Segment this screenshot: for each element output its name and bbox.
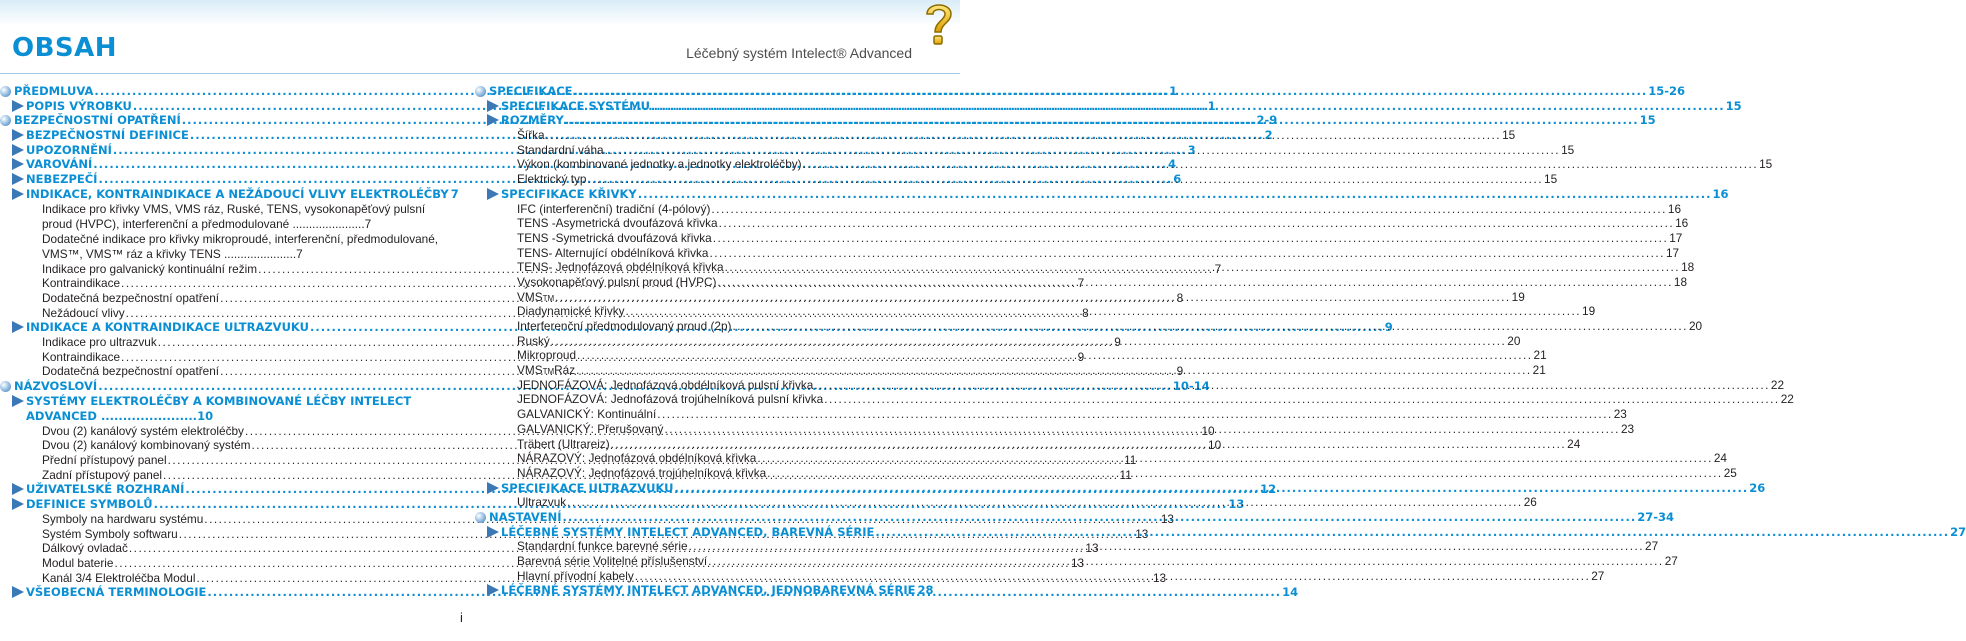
question-mark-icon bbox=[919, 0, 959, 50]
toc-entry-page: 7 bbox=[1077, 276, 1085, 291]
bullet-arrow-icon bbox=[12, 158, 24, 170]
toc-entry[interactable] bbox=[475, 186, 1729, 202]
leader-dots bbox=[767, 466, 1723, 481]
toc-entry-page: 15 bbox=[1639, 113, 1656, 128]
toc-entry-page: 20 bbox=[1688, 319, 1703, 333]
toc-entry-page: 11 bbox=[1124, 453, 1137, 468]
toc-entry-page: 15 bbox=[1725, 98, 1742, 113]
leader-dots bbox=[555, 290, 1511, 305]
toc-entry-label: Interferenční předmodulovaný proud (2p) bbox=[517, 319, 732, 333]
toc-entry-page: 13 bbox=[1085, 541, 1099, 556]
leader-dots bbox=[546, 128, 1502, 143]
toc-entry-page: 25 bbox=[1723, 465, 1737, 480]
toc-entry-page: 3 bbox=[1187, 142, 1196, 157]
toc-entry-page: 7 bbox=[296, 246, 303, 261]
toc-entry-page: 18 bbox=[1681, 260, 1695, 275]
toc-entry-label: SPECIFIKACE KŘIVKY bbox=[501, 186, 637, 201]
toc-entry-page: 19 bbox=[1582, 304, 1596, 319]
toc-entry-label: Ruský bbox=[517, 333, 550, 348]
toc-entry-label: Výkon (kombinované jednotky a jednotky elektroléčby) bbox=[517, 157, 802, 172]
toc-entry-label: Nežádoucí vlivy bbox=[42, 305, 125, 320]
bullet-circle-icon bbox=[475, 86, 486, 97]
toc-entry-label: SPECIFIKACE bbox=[489, 84, 573, 98]
leader-dots bbox=[664, 422, 1620, 437]
leader-dots bbox=[689, 539, 1645, 554]
toc-entry[interactable] bbox=[475, 201, 1682, 217]
toc-entry-label: Ultrazvuk bbox=[517, 495, 567, 510]
toc-entry-label: SYSTÉMY ELEKTROLÉČBY A KOMBINOVANÉ LÉČBY INTELECT ADVANCED bbox=[26, 393, 412, 423]
toc-entry-label: TENS -Asymetrická dvoufázová křivka bbox=[517, 216, 718, 231]
toc-entry-superscript: TM bbox=[542, 367, 555, 377]
toc-entry[interactable] bbox=[0, 202, 448, 232]
toc-entry-label: Diadynamické křivky bbox=[517, 304, 625, 319]
toc-entry-label: PŘEDMLUVA bbox=[14, 84, 94, 98]
toc-entry[interactable] bbox=[475, 157, 1773, 172]
toc-entry[interactable] bbox=[475, 319, 1703, 334]
toc-entry-label: NÁRAZOVÝ: Jednofázová obdélníková křivka bbox=[517, 451, 757, 466]
leader-dots bbox=[713, 231, 1669, 246]
toc-entry-label: VMS bbox=[517, 363, 543, 378]
toc-entry-label: GALVANICKÝ: Kontinuální bbox=[517, 407, 657, 422]
toc-entry-page: 10-14 bbox=[1172, 379, 1210, 393]
leader-dots bbox=[565, 113, 1639, 128]
toc-entry-page: 13 bbox=[1152, 570, 1167, 585]
toc-entry[interactable] bbox=[475, 128, 1516, 143]
toc-entry-page: 24 bbox=[1713, 451, 1727, 466]
toc-entry-page: 7 bbox=[364, 216, 372, 231]
toc-entry[interactable] bbox=[475, 304, 1596, 319]
leader-dots bbox=[576, 363, 1532, 378]
leader-dots bbox=[567, 495, 1523, 510]
toc-entry-label: Kontraindikace bbox=[42, 276, 121, 291]
toc-entry-label: Modul baterie bbox=[42, 555, 114, 570]
toc-entry-label: Dodatečná bezpečnostní opatření bbox=[42, 364, 220, 379]
toc-entry-label: SPECIFIKACE ULTRAZVUKU bbox=[501, 480, 674, 495]
leader-dots bbox=[551, 334, 1507, 349]
page-number: i bbox=[460, 610, 463, 625]
toc-entry-label: NEBEZPEČÍ bbox=[26, 172, 98, 187]
bullet-circle-icon bbox=[0, 115, 11, 126]
page-subtitle: Léčebný systém Intelect® Advanced bbox=[686, 45, 912, 61]
toc-entry-label: Indikace pro galvanický kontinuální režim bbox=[42, 261, 258, 276]
bullet-arrow-icon bbox=[12, 498, 24, 510]
toc-entry-page: 20 bbox=[1507, 333, 1521, 348]
toc-entry-label: ROZMĚRY bbox=[501, 113, 564, 128]
toc-entry[interactable] bbox=[475, 84, 1686, 99]
toc-entry-page: 11 bbox=[1119, 467, 1132, 482]
toc-entry-label: IFC (interferenční) tradiční (4-pólový) bbox=[517, 201, 711, 216]
leader-dots: ...................... bbox=[220, 246, 297, 261]
toc-entry-page: 16 bbox=[1712, 186, 1729, 201]
bullet-arrow-icon bbox=[12, 173, 24, 185]
toc-entry-label: Dodatečná bezpečnostní opatření bbox=[42, 290, 220, 305]
toc-entry-page: 13 bbox=[1071, 555, 1085, 570]
toc-entry-label: Indikace pro ultrazvuk bbox=[42, 334, 157, 349]
toc-entry-page: 7 bbox=[450, 186, 459, 201]
toc-entry-label: Barevná série Volitelné příslušenství bbox=[517, 554, 708, 568]
leader-dots bbox=[757, 451, 1713, 466]
toc-entry[interactable] bbox=[475, 216, 1689, 231]
bullet-circle-icon bbox=[0, 86, 11, 97]
toc-entry-label: NÁRAZOVÝ: Jednofázová trojúhelníková křivka bbox=[517, 465, 767, 480]
toc-entry-page: 18 bbox=[1673, 274, 1688, 289]
leader-dots bbox=[803, 157, 1759, 172]
toc-entry-label: NASTAVENÍ bbox=[489, 509, 562, 524]
bullet-arrow-icon bbox=[487, 482, 499, 494]
toc-entry-page: 15 bbox=[1502, 128, 1516, 143]
toc-entry-page: 12 bbox=[1260, 482, 1277, 497]
toc-entry[interactable] bbox=[0, 394, 448, 424]
leader-dots bbox=[577, 348, 1533, 363]
toc-entry-label: TENS- Jednofázová obdélníková křivka bbox=[517, 260, 724, 275]
toc-entry-label: SPECIFIKACE SYSTÉMU bbox=[501, 98, 650, 113]
toc-entry-page: 8 bbox=[1176, 290, 1184, 305]
toc-entry-suffix: Ráz bbox=[554, 363, 576, 378]
bullet-arrow-icon bbox=[12, 321, 24, 333]
toc-entry-page: 9 bbox=[1384, 320, 1393, 335]
toc-entry-label: Träbert (Ultrareiz) bbox=[517, 436, 610, 451]
toc-entry-page: 27-34 bbox=[1637, 509, 1675, 524]
leader-dots bbox=[635, 569, 1591, 584]
toc-entry-page: 2-9 bbox=[1256, 113, 1278, 128]
toc-entry-page: 19 bbox=[1511, 289, 1525, 304]
toc-entry-page: 10 bbox=[197, 408, 214, 423]
toc-entry-superscript: TM bbox=[542, 293, 555, 303]
toc-entry-label: Standardní váha bbox=[517, 142, 604, 157]
toc-entry-label: BEZPEČNOSTNÍ OPATŘENÍ bbox=[14, 113, 181, 128]
toc-entry-page: 4 bbox=[1168, 157, 1177, 172]
toc-entry-label: VŠEOBECNÁ TERMINOLOGIE bbox=[26, 585, 207, 600]
toc-entry-label: UŽIVATELSKÉ ROZHRANÍ bbox=[26, 482, 185, 497]
toc-entry-label: Mikroproud bbox=[517, 348, 577, 363]
toc-entry[interactable] bbox=[475, 583, 934, 598]
page-title: OBSAH bbox=[12, 33, 118, 63]
toc-entry-label: INDIKACE A KONTRAINDIKACE ULTRAZVUKU bbox=[26, 320, 309, 335]
toc-entry[interactable] bbox=[475, 260, 1695, 275]
toc-entry-page: 21 bbox=[1533, 348, 1547, 363]
toc-entry[interactable] bbox=[475, 392, 1794, 407]
bullet-arrow-icon bbox=[487, 100, 499, 112]
toc-entry[interactable] bbox=[475, 142, 1575, 158]
toc-entry-label: Přední přístupový panel bbox=[42, 453, 167, 468]
toc-entry-label: Kontraindikace bbox=[42, 349, 121, 364]
bullet-arrow-icon bbox=[12, 188, 24, 200]
toc-entry-label: Hlavní přívodní kabely bbox=[517, 568, 634, 583]
leader-dots bbox=[717, 275, 1673, 290]
toc-entry-page: 27 bbox=[1645, 539, 1659, 554]
bullet-circle-icon bbox=[0, 381, 11, 392]
leader-dots: ...................... bbox=[96, 408, 198, 423]
leader-dots bbox=[824, 392, 1780, 407]
toc-entry[interactable] bbox=[475, 230, 1683, 246]
toc-entry-label: LÉČEBNÉ SYSTÉMY INTELECT ADVANCED, JEDNOBAREVNÁ SÉRIE bbox=[501, 583, 916, 598]
bullet-arrow-icon bbox=[12, 586, 24, 598]
bullet-arrow-icon bbox=[12, 129, 24, 141]
toc-entry-label: JEDNOFÁZOVÁ: Jednofázová trojúhelníková pulsní křivka bbox=[517, 392, 824, 407]
toc-entry-label: VMS bbox=[517, 289, 543, 304]
toc-entry[interactable] bbox=[475, 274, 1688, 290]
toc-entry-label: Symboly na hardwaru systému bbox=[42, 511, 204, 526]
leader-dots bbox=[725, 260, 1681, 275]
toc-entry-label: UPOZORNĚNÍ bbox=[26, 142, 112, 157]
toc-entry-page: 28 bbox=[917, 583, 934, 598]
toc-entry-page: 16 bbox=[1667, 201, 1682, 216]
toc-entry-label: BEZPEČNOSTNÍ DEFINICE bbox=[26, 128, 189, 143]
toc-entry-label: DEFINICE SYMBOLŮ bbox=[26, 497, 153, 512]
bullet-circle-icon bbox=[475, 512, 486, 523]
toc-entry-page: 15 bbox=[1759, 157, 1773, 172]
toc-entry-page: 2 bbox=[1264, 128, 1273, 143]
leader-dots bbox=[605, 143, 1561, 158]
toc-entry-label: Dvou (2) kanálový kombinovaný systém bbox=[42, 438, 251, 453]
toc-entry-label: VAROVÁNÍ bbox=[26, 157, 93, 172]
toc-entry-page: 13 bbox=[1228, 497, 1245, 512]
toc-entry-page: 9 bbox=[1077, 349, 1085, 364]
toc-entry-page: 15-26 bbox=[1648, 84, 1686, 98]
bullet-arrow-icon bbox=[12, 483, 24, 495]
toc-entry[interactable] bbox=[475, 172, 1558, 187]
toc-entry-label: Dvou (2) kanálový systém elektroléčby bbox=[42, 423, 244, 438]
toc-entry-page: 23 bbox=[1613, 407, 1627, 422]
toc-entry-page: 27 bbox=[1950, 524, 1966, 539]
toc-entry-label: Standardní funkce barevné série bbox=[517, 539, 688, 554]
toc-entry-label: POPIS VÝROBKU bbox=[26, 98, 132, 113]
toc-entry-label: INDIKACE, KONTRAINDIKACE A NEŽÁDOUCÍ VLIVY ELEKTROLÉČBY bbox=[26, 186, 449, 201]
leader-dots bbox=[875, 525, 1949, 540]
toc-entry[interactable] bbox=[475, 245, 1680, 261]
bullet-arrow-icon bbox=[487, 114, 499, 126]
leader-dots bbox=[657, 407, 1613, 422]
toc-entry-page: 23 bbox=[1620, 421, 1635, 436]
toc-entry-label: NÁZVOSLOVÍ bbox=[14, 379, 98, 393]
toc-entry-page: 15 bbox=[1544, 172, 1558, 187]
bullet-arrow-icon bbox=[12, 395, 24, 407]
leader-dots bbox=[708, 554, 1664, 569]
toc-entry[interactable] bbox=[475, 407, 1627, 422]
leader-dots bbox=[611, 437, 1567, 452]
toc-entry-label: Dodatečné indikace pro křivky mikroproudé, interferenční, předmodulované, VMS™, VMS™ ráz a křivky TENS bbox=[42, 231, 439, 261]
toc-entry[interactable] bbox=[0, 232, 448, 262]
toc-entry[interactable] bbox=[475, 333, 1521, 349]
leader-dots bbox=[814, 378, 1770, 393]
toc-entry-page: 27 bbox=[1664, 554, 1678, 568]
leader-dots: ...................... bbox=[289, 216, 365, 231]
toc-entry[interactable] bbox=[475, 98, 1742, 114]
toc-entry-label: Zadní přístupový panel bbox=[42, 467, 163, 482]
leader-dots bbox=[732, 319, 1688, 334]
leader-dots bbox=[651, 99, 1725, 114]
toc-entry-page: 17 bbox=[1665, 245, 1680, 260]
toc-entry-label: JEDNOFÁZOVÁ: Jednofázová obdélníková pulsní křivka bbox=[517, 377, 814, 392]
toc-entry-page: 9 bbox=[1176, 364, 1184, 379]
toc-entry-page: 22 bbox=[1780, 392, 1794, 407]
leader-dots bbox=[574, 84, 1648, 99]
toc-entry-page: 21 bbox=[1532, 363, 1546, 378]
toc-entry-page: 9 bbox=[1114, 334, 1121, 349]
toc-entry-label: LÉČEBNÉ SYSTÉMY INTELECT ADVANCED, BAREVNÁ SÉRIE bbox=[501, 524, 875, 539]
leader-dots bbox=[719, 216, 1675, 231]
leader-dots bbox=[588, 172, 1544, 187]
bullet-arrow-icon bbox=[487, 526, 499, 538]
bullet-arrow-icon bbox=[487, 584, 499, 596]
toc-entry-page: 26 bbox=[1523, 495, 1537, 510]
toc-entry-page: 24 bbox=[1567, 436, 1581, 451]
bullet-arrow-icon bbox=[487, 188, 499, 200]
leader-dots bbox=[626, 304, 1582, 319]
toc-entry-label: Šířka bbox=[517, 128, 545, 143]
toc-entry-page: 10 bbox=[1201, 423, 1215, 438]
toc-entry[interactable] bbox=[475, 363, 1546, 378]
leader-dots bbox=[711, 202, 1667, 217]
toc-entry-label: Indikace pro křivky VMS, VMS ráz, Ruské, TENS, vysokonapěťový pulsní proud (HVPC), interferenční a předmodulované bbox=[42, 201, 426, 231]
toc-entry[interactable] bbox=[475, 289, 1525, 305]
bullet-arrow-icon bbox=[12, 100, 24, 112]
toc-entry-label: Kanál 3/4 Elektroléčba Modul bbox=[42, 570, 196, 585]
toc-entry-page: 10 bbox=[1208, 438, 1222, 453]
toc-entry-page: 7 bbox=[1214, 261, 1222, 276]
toc-entry-page: 1 bbox=[1169, 84, 1178, 98]
header-divider bbox=[0, 73, 960, 74]
toc-entry-label: TENS- Alternující obdélníková křivka bbox=[517, 245, 709, 260]
toc-entry-page: 26 bbox=[1749, 480, 1766, 495]
leader-dots bbox=[675, 481, 1749, 496]
toc-entry-page: 1 bbox=[1207, 98, 1216, 113]
toc-entry-page: 27 bbox=[1591, 568, 1605, 583]
toc-entry-page: 17 bbox=[1669, 230, 1683, 245]
toc-entry-page: 6 bbox=[1173, 172, 1182, 187]
toc-entry[interactable] bbox=[475, 348, 1547, 363]
toc-entry-page: 8 bbox=[1082, 305, 1089, 320]
leader-dots bbox=[638, 187, 1712, 202]
toc-entry-label: GALVANICKÝ: Přerušovaný bbox=[517, 421, 664, 436]
toc-entry-page: 13 bbox=[1135, 526, 1149, 541]
toc-entry-label: Vysokonapěťový pulsní proud (HVPC) bbox=[517, 274, 717, 289]
toc-entry-label: Dálkový ovladač bbox=[42, 541, 128, 556]
toc-entry-page: 16 bbox=[1675, 216, 1689, 231]
toc-entry-page: 14 bbox=[1282, 585, 1299, 600]
bullet-arrow-icon bbox=[12, 144, 24, 156]
toc-entry[interactable] bbox=[0, 186, 459, 202]
toc-entry-page: 15 bbox=[1561, 142, 1575, 157]
toc-entry-label: Elektrický typ bbox=[517, 172, 587, 187]
toc-entry-label: TENS -Symetrická dvoufázová křivka bbox=[517, 230, 712, 245]
leader-dots bbox=[709, 246, 1665, 261]
leader-dots bbox=[563, 510, 1637, 525]
header-band bbox=[0, 0, 960, 26]
toc-entry-label: Systém Symboly softwaru bbox=[42, 526, 178, 541]
toc-entry-page: 22 bbox=[1770, 377, 1785, 392]
toc-entry-page: 13 bbox=[1160, 511, 1174, 526]
